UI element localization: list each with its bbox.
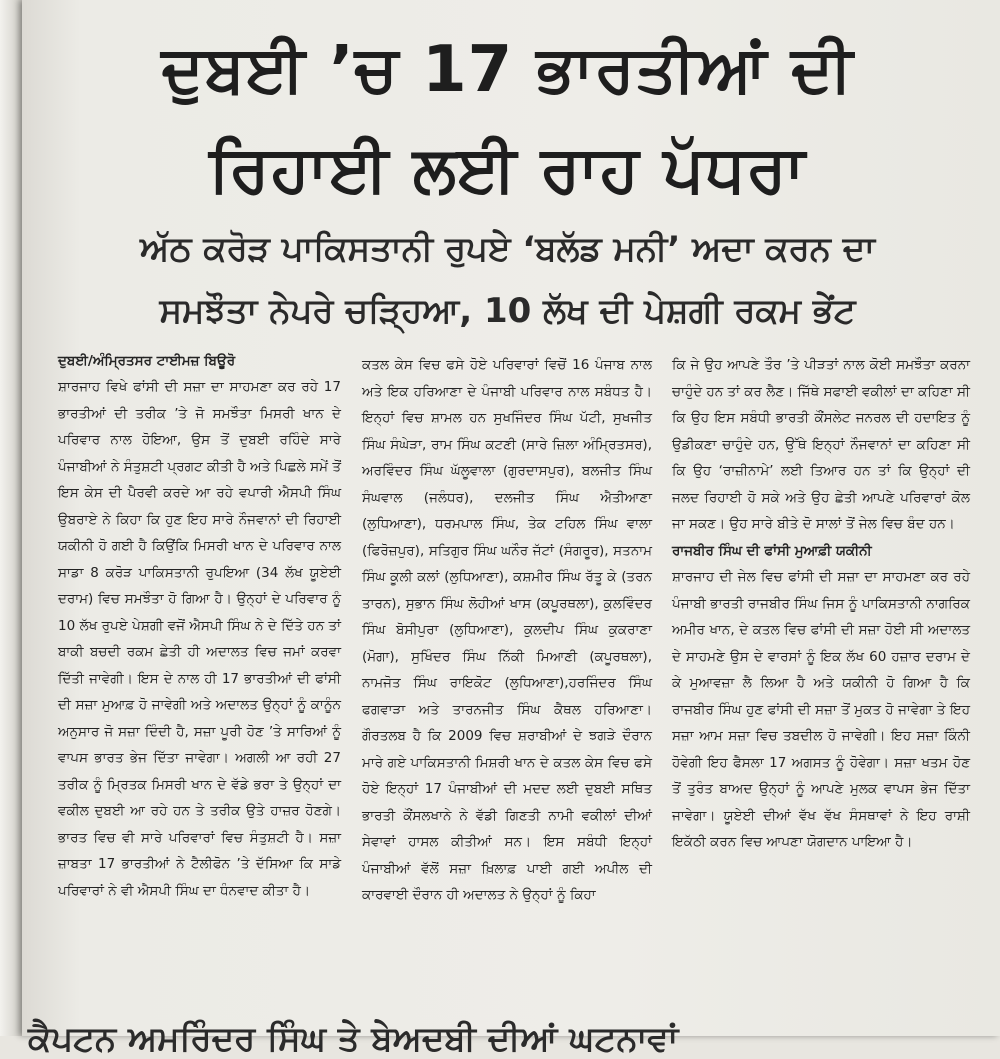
headline-line-1: ਦੁਬਈ ’ਚ 17 ਭਾਰਤੀਆਂ ਦੀ: [161, 33, 854, 107]
page-left-edge: [0, 0, 22, 1036]
headline-line-2: ਰਿਹਾਈ ਲਈ ਰਾਹ ਪੱਧਰਾ: [209, 133, 806, 207]
article-column-1: [58, 352, 341, 1012]
byline: ਦੁਬਈ/ਅੰਮ੍ਰਿਤਸਰ ਟਾਈਮਜ਼ ਬਿਊਰੋ: [58, 353, 236, 369]
article-column-3: [672, 352, 970, 1012]
subheadline-line-1: ਅੱਠ ਕਰੋੜ ਪਾਕਿਸਤਾਨੀ ਰੁਪਏ ‘ਬਲੱਡ ਮਨੀ’ ਅਦਾ ਕਰਨ ਦਾ: [140, 229, 875, 269]
column-2-text: ਕਤਲ ਕੇਸ ਵਿਚ ਫਸੇ ਹੋਏ ਪਰਿਵਾਰਾਂ ਵਿਚੋਂ 16 ਪੰਜਾਬ ਨਾਲ ਅਤੇ ਇਕ ਹਰਿਆਣਾ ਦੇ ਪੰਜਾਬੀ ਪਰਿਵਾਰ ਨਾਲ ਸਬੰਧਤ ਹੈ। ਇਨ੍ਹਾਂ ਵਿਚ ਸ਼ਾਮਲ ਹਨ ਸੁਖਜਿੰਦਰ ਸਿੰਘ ਪੱਟੀ, ਸੁਖਜੀਤ ਸਿੰਘ ਸੰਘੇੜਾ, ਰਾਮ ਸਿੰਘ ਕਟਣੀ (ਸਾਰੇ ਜ਼ਿਲਾ ਅੰਮ੍ਰਿਤਸਰ), ਅਰਵਿੰਦਰ ਸਿੰਘ ਘੱਲੂਵਾਲਾ (ਗੁਰਦਾਸਪੁਰ), ਬਲਜੀਤ ਸਿੰਘ ਸੰਘਵਾਲ (ਜਲੰਧਰ), ਦਲਜੀਤ ਸਿੰਘ ਐਤੀਆਣਾ (ਲੁਧਿਆਣਾ), ਧਰਮਪਾਲ ਸਿੰਘ, ਤੇਕ ਟਹਿਲ ਸਿੰਘ ਵਾਲਾ (ਫਿਰੋਜ਼ਪੁਰ), ਸਤਿਗੁਰ ਸਿੰਘ ਘਨੌਰ ਜੱਟਾਂ (ਸੰਗਰੂਰ), ਸਤਨਾਮ ਸਿੰਘ ਕੂਲੀ ਕਲਾਂ (ਲੁਧਿਆਣਾ), ਕਸ਼ਮੀਰ ਸਿੰਘ ਰੱਤੂ ਕੇ (ਤਰਨ ਤਾਰਨ), ਸੁਭਾਨ ਸਿੰਘ ਲੋਹੀਆਂ ਖਾਸ (ਕਪੂਰਥਲਾ), ਕੁਲਵਿੰਦਰ ਸਿੰਘ ਬੋਸੀਪੁਰਾ (ਲੁਧਿਆਣਾ), ਕੁਲਦੀਪ ਸਿੰਘ ਕੁਕਰਾਣਾ (ਮੋਗਾ), ਸੁਖਿੰਦਰ ਸਿੰਘ ਨਿੱਕੀ ਮਿਆਣੀ (ਕਪੂਰਥਲਾ), ਨਾਮਜੋਤ ਸਿੰਘ ਰਾਇਕੋਟ (ਲੁਧਿਆਣਾ),ਹਰਜਿੰਦਰ ਸਿੰਘ ਫਗਵਾੜਾ ਅਤੇ ਤਾਰਨਜੀਤ ਸਿੰਘ ਕੈਥਲ ਹਰਿਆਣਾ। ਗੌਰਤਲਬ ਹੈ ਕਿ 2009 ਵਿਚ ਸ਼ਰਾਬੀਆਂ ਦੇ ਝਗੜੇ ਦੌਰਾਨ ਮਾਰੇ ਗਏ ਪਾਕਿਸਤਾਨੀ ਮਿਸ਼ਰੀ ਖਾਨ ਦੇ ਕਤਲ ਕੇਸ ਵਿਚ ਫਸੇ ਹੋਏ ਇਨ੍ਹਾਂ 17 ਪੰਜਾਬੀਆਂ ਦੀ ਮਦਦ ਲਈ ਦੁਬਈ ਸਥਿਤ ਭਾਰਤੀ ਕੌਂਸਲਖਾਨੇ ਨੇ ਵੱਡੀ ਗਿਣਤੀ ਨਾਮੀ ਵਕੀਲਾਂ ਦੀਆਂ ਸੇਵਾਵਾਂ ਹਾਸਲ ਕੀਤੀਆਂ ਸਨ। ਇਸ ਸਬੰਧੀ ਇਨ੍ਹਾਂ ਪੰਜਾਬੀਆਂ ਵੱਲੋਂ ਸਜ਼ਾ ਖ਼ਿਲਾਫ਼ ਪਾਈ ਗਈ ਅਪੀਲ ਦੀ ਕਾਰਵਾਈ ਦੌਰਾਨ ਹੀ ਅਦਾਲਤ ਨੇ ਉਨ੍ਹਾਂ ਨੂੰ ਕਿਹਾ: [362, 357, 652, 903]
column-3-subheading: ਰਾਜਬੀਰ ਸਿੰਘ ਦੀ ਫਾਂਸੀ ਮੁਆਫ਼ੀ ਯਕੀਨੀ: [672, 542, 872, 559]
next-headline-text: ਕੈਪਟਨ ਅਮਰਿੰਦਰ ਸਿੰਘ ਤੇ ਬੇਅਦਬੀ ਦੀਆਂ ਘਟਨਾਵਾਂ: [28, 1019, 679, 1059]
subheadline-line-2: ਸਮਝੌਤਾ ਨੇਪਰੇ ਚੜ੍ਹਿਆ, 10 ਲੱਖ ਦੀ ਪੇਸ਼ਗੀ ਰਕਮ ਭੇਂਟ: [159, 291, 856, 331]
column-3-text-part-1: ਕਿ ਜੇ ਉਹ ਆਪਣੇ ਤੌਰ ’ਤੇ ਪੀੜਤਾਂ ਨਾਲ ਕੋਈ ਸਮਝੌਤਾ ਕਰਨਾ ਚਾਹੁੰਦੇ ਹਨ ਤਾਂ ਕਰ ਲੈਣ। ਜਿੱਥੇ ਸਫਾਈ ਵਕੀਲਾਂ ਦਾ ਕਹਿਣਾ ਸੀ ਕਿ ਉਹ ਇਸ ਸਬੰਧੀ ਭਾਰਤੀ ਕੌਂਸਲੇਟ ਜਨਰਲ ਦੀ ਹਦਾਇਤ ਨੂੰ ਉਡੀਕਣਾ ਚਾਹੁੰਦੇ ਹਨ, ਉੱਥੇ ਇਨ੍ਹਾਂ ਨੌਜਵਾਨਾਂ ਦਾ ਕਹਿਣਾ ਸੀ ਕਿ ਉਹ ‘ਰਾਜ਼ੀਨਾਮੇ’ ਲਈ ਤਿਆਰ ਹਨ ਤਾਂ ਕਿ ਉਨ੍ਹਾਂ ਦੀ ਜਲਦ ਰਿਹਾਈ ਹੋ ਸਕੇ ਅਤੇ ਉਹ ਛੇਤੀ ਆਪਣੇ ਪਰਿਵਾਰਾਂ ਕੋਲ ਜਾ ਸਕਣ। ਉਹ ਸਾਰੇ ਬੀਤੇ ਦੋ ਸਾਲਾਂ ਤੋਂ ਜੇਲ ਵਿਚ ਬੰਦ ਹਨ।: [672, 357, 970, 532]
column-3-text-part-2: ਸ਼ਾਰਜਾਹ ਦੀ ਜੇਲ ਵਿਚ ਫਾਂਸੀ ਦੀ ਸਜ਼ਾ ਦਾ ਸਾਹਮਣਾ ਕਰ ਰਹੇ ਪੰਜਾਬੀ ਭਾਰਤੀ ਰਾਜਬੀਰ ਸਿੰਘ ਜਿਸ ਨੂੰ ਪਾਕਿਸਤਾਨੀ ਨਾਗਰਿਕ ਅਮੀਰ ਖਾਨ, ਦੇ ਕਤਲ ਵਿਚ ਫਾਂਸੀ ਦੀ ਸਜ਼ਾ ਹੋਈ ਸੀ ਅਦਾਲਤ ਦੇ ਸਾਹਮਣੇ ਉਸ ਦੇ ਵਾਰਸਾਂ ਨੂੰ ਇਕ ਲੱਖ 60 ਹਜ਼ਾਰ ਦਰਾਮ ਦੇ ਕੇ ਮੁਆਵਜ਼ਾ ਲੈ ਲਿਆ ਹੈ ਅਤੇ ਯਕੀਨੀ ਹੋ ਗਿਆ ਹੈ ਕਿ ਰਾਜਬੀਰ ਸਿੰਘ ਹੁਣ ਫਾਂਸੀ ਦੀ ਸਜ਼ਾ ਤੋਂ ਮੁਕਤ ਹੋ ਜਾਵੇਗਾ ਤੇ ਇਹ ਸਜ਼ਾ ਆਮ ਸਜ਼ਾ ਵਿਚ ਤਬਦੀਲ ਹੋ ਜਾਵੇਗੀ। ਇਹ ਸਜ਼ਾ ਕਿੰਨੀ ਹੋਵੇਗੀ ਇਹ ਫੈਸਲਾ 17 ਅਗਸਤ ਨੂੰ ਹੋਵੇਗਾ। ਸਜ਼ਾ ਖਤਮ ਹੋਣ ਤੋਂ ਤੁਰੰਤ ਬਾਅਦ ਉਨ੍ਹਾਂ ਨੂੰ ਆਪਣੇ ਮੁਲਕ ਵਾਪਸ ਭੇਜ ਦਿੱਤਾ ਜਾਵੇਗਾ। ਯੂਏਈ ਦੀਆਂ ਵੱਖ ਵੱਖ ਸੰਸਥਾਵਾਂ ਨੇ ਇਹ ਰਾਸ਼ੀ ਇਕੱਠੀ ਕਰਨ ਵਿਚ ਆਪਣਾ ਯੋਗਦਾਨ ਪਾਇਆ ਹੈ।: [672, 569, 970, 850]
next-headline-strip: [22, 1016, 1000, 1059]
column-1-text: ਸ਼ਾਰਜਾਹ ਵਿਖੇ ਫਾਂਸੀ ਦੀ ਸਜ਼ਾ ਦਾ ਸਾਹਮਣਾ ਕਰ ਰਹੇ 17 ਭਾਰਤੀਆਂ ਦੀ ਤਰੀਕ ’ਤੇ ਜੋ ਸਮਝੌਤਾ ਮਿਸਰੀ ਖਾਨ ਦੇ ਪਰਿਵਾਰ ਨਾਲ ਹੋਇਆ, ਉਸ ਤੋਂ ਦੁਬਈ ਰਹਿੰਦੇ ਸਾਰੇ ਪੰਜਾਬੀਆਂ ਨੇ ਸੰਤੁਸ਼ਟੀ ਪ੍ਰਗਟ ਕੀਤੀ ਹੈ ਅਤੇ ਪਿਛਲੇ ਸਮੇਂ ਤੋਂ ਇਸ ਕੇਸ ਦੀ ਪੈਰਵੀ ਕਰਦੇ ਆ ਰਹੇ ਵਪਾਰੀ ਐਸਪੀ ਸਿੰਘ ਉਬਰਾਏ ਨੇ ਕਿਹਾ ਕਿ ਹੁਣ ਇਹ ਸਾਰੇ ਨੌਜਵਾਨਾਂ ਦੀ ਰਿਹਾਈ ਯਕੀਨੀ ਹੋ ਗਈ ਹੈ ਕਿਉਂਕਿ ਮਿਸਰੀ ਖਾਨ ਦੇ ਪਰਿਵਾਰ ਨਾਲ ਸਾਡਾ 8 ਕਰੋੜ ਪਾਕਿਸਤਾਨੀ ਰੁਪਇਆ (34 ਲੱਖ ਯੂਏਈ ਦਰਾਮ) ਵਿਚ ਸਮਝੌਤਾ ਹੋ ਗਿਆ ਹੈ। ਉਨ੍ਹਾਂ ਦੇ ਪਰਿਵਾਰ ਨੂੰ 10 ਲੱਖ ਰੁਪਏ ਪੇਸ਼ਗੀ ਵਜੋਂ ਐਸਪੀ ਸਿੰਘ ਨੇ ਦੇ ਦਿੱਤੇ ਹਨ ਤਾਂ ਬਾਕੀ ਬਚਦੀ ਰਕਮ ਛੇਤੀ ਹੀ ਅਦਾਲਤ ਵਿਚ ਜਮਾਂ ਕਰਵਾ ਦਿੱਤੀ ਜਾਵੇਗੀ। ਇਸ ਦੇ ਨਾਲ ਹੀ 17 ਭਾਰਤੀਆਂ ਦੀ ਫਾਂਸੀ ਦੀ ਸਜ਼ਾ ਮੁਆਫ਼ ਹੋ ਜਾਵੇਗੀ ਅਤੇ ਅਦਾਲਤ ਉਨ੍ਹਾਂ ਨੂੰ ਕਾਨੂੰਨ ਅਨੁਸਾਰ ਜੋ ਸਜ਼ਾ ਦਿੰਦੀ ਹੈ, ਸਜ਼ਾ ਪੂਰੀ ਹੋਣ ’ਤੇ ਸਾਰਿਆਂ ਨੂੰ ਵਾਪਸ ਭਾਰਤ ਭੇਜ ਦਿੱਤਾ ਜਾਵੇਗਾ। ਅਗਲੀ ਆ ਰਹੀ 27 ਤਰੀਕ ਨੂੰ ਮ੍ਰਿਤਕ ਮਿਸਰੀ ਖਾਨ ਦੇ ਵੱਡੇ ਭਰਾ ਤੇ ਉਨ੍ਹਾਂ ਦਾ ਵਕੀਲ ਦੁਬਈ ਆ ਰਹੇ ਹਨ ਤੇ ਤਰੀਕ ਉਤੇ ਹਾਜ਼ਰ ਹੋਣਗੇ। ਭਾਰਤ ਵਿਚ ਵੀ ਸਾਰੇ ਪਰਿਵਾਰਾਂ ਵਿਚ ਸੰਤੁਸ਼ਟੀ ਹੈ। ਸਜ਼ਾ ਜ਼ਾਬਤਾ 17 ਭਾਰਤੀਆਂ ਨੇ ਟੈਲੀਫੋਨ ’ਤੇ ਦੱਸਿਆ ਕਿ ਸਾਡੇ ਪਰਿਵਾਰਾਂ ਨੇ ਵੀ ਐਸਪੀ ਸਿੰਘ ਦਾ ਧੰਨਵਾਦ ਕੀਤਾ ਹੈ।: [58, 379, 341, 899]
article-column-2: [362, 352, 652, 1012]
